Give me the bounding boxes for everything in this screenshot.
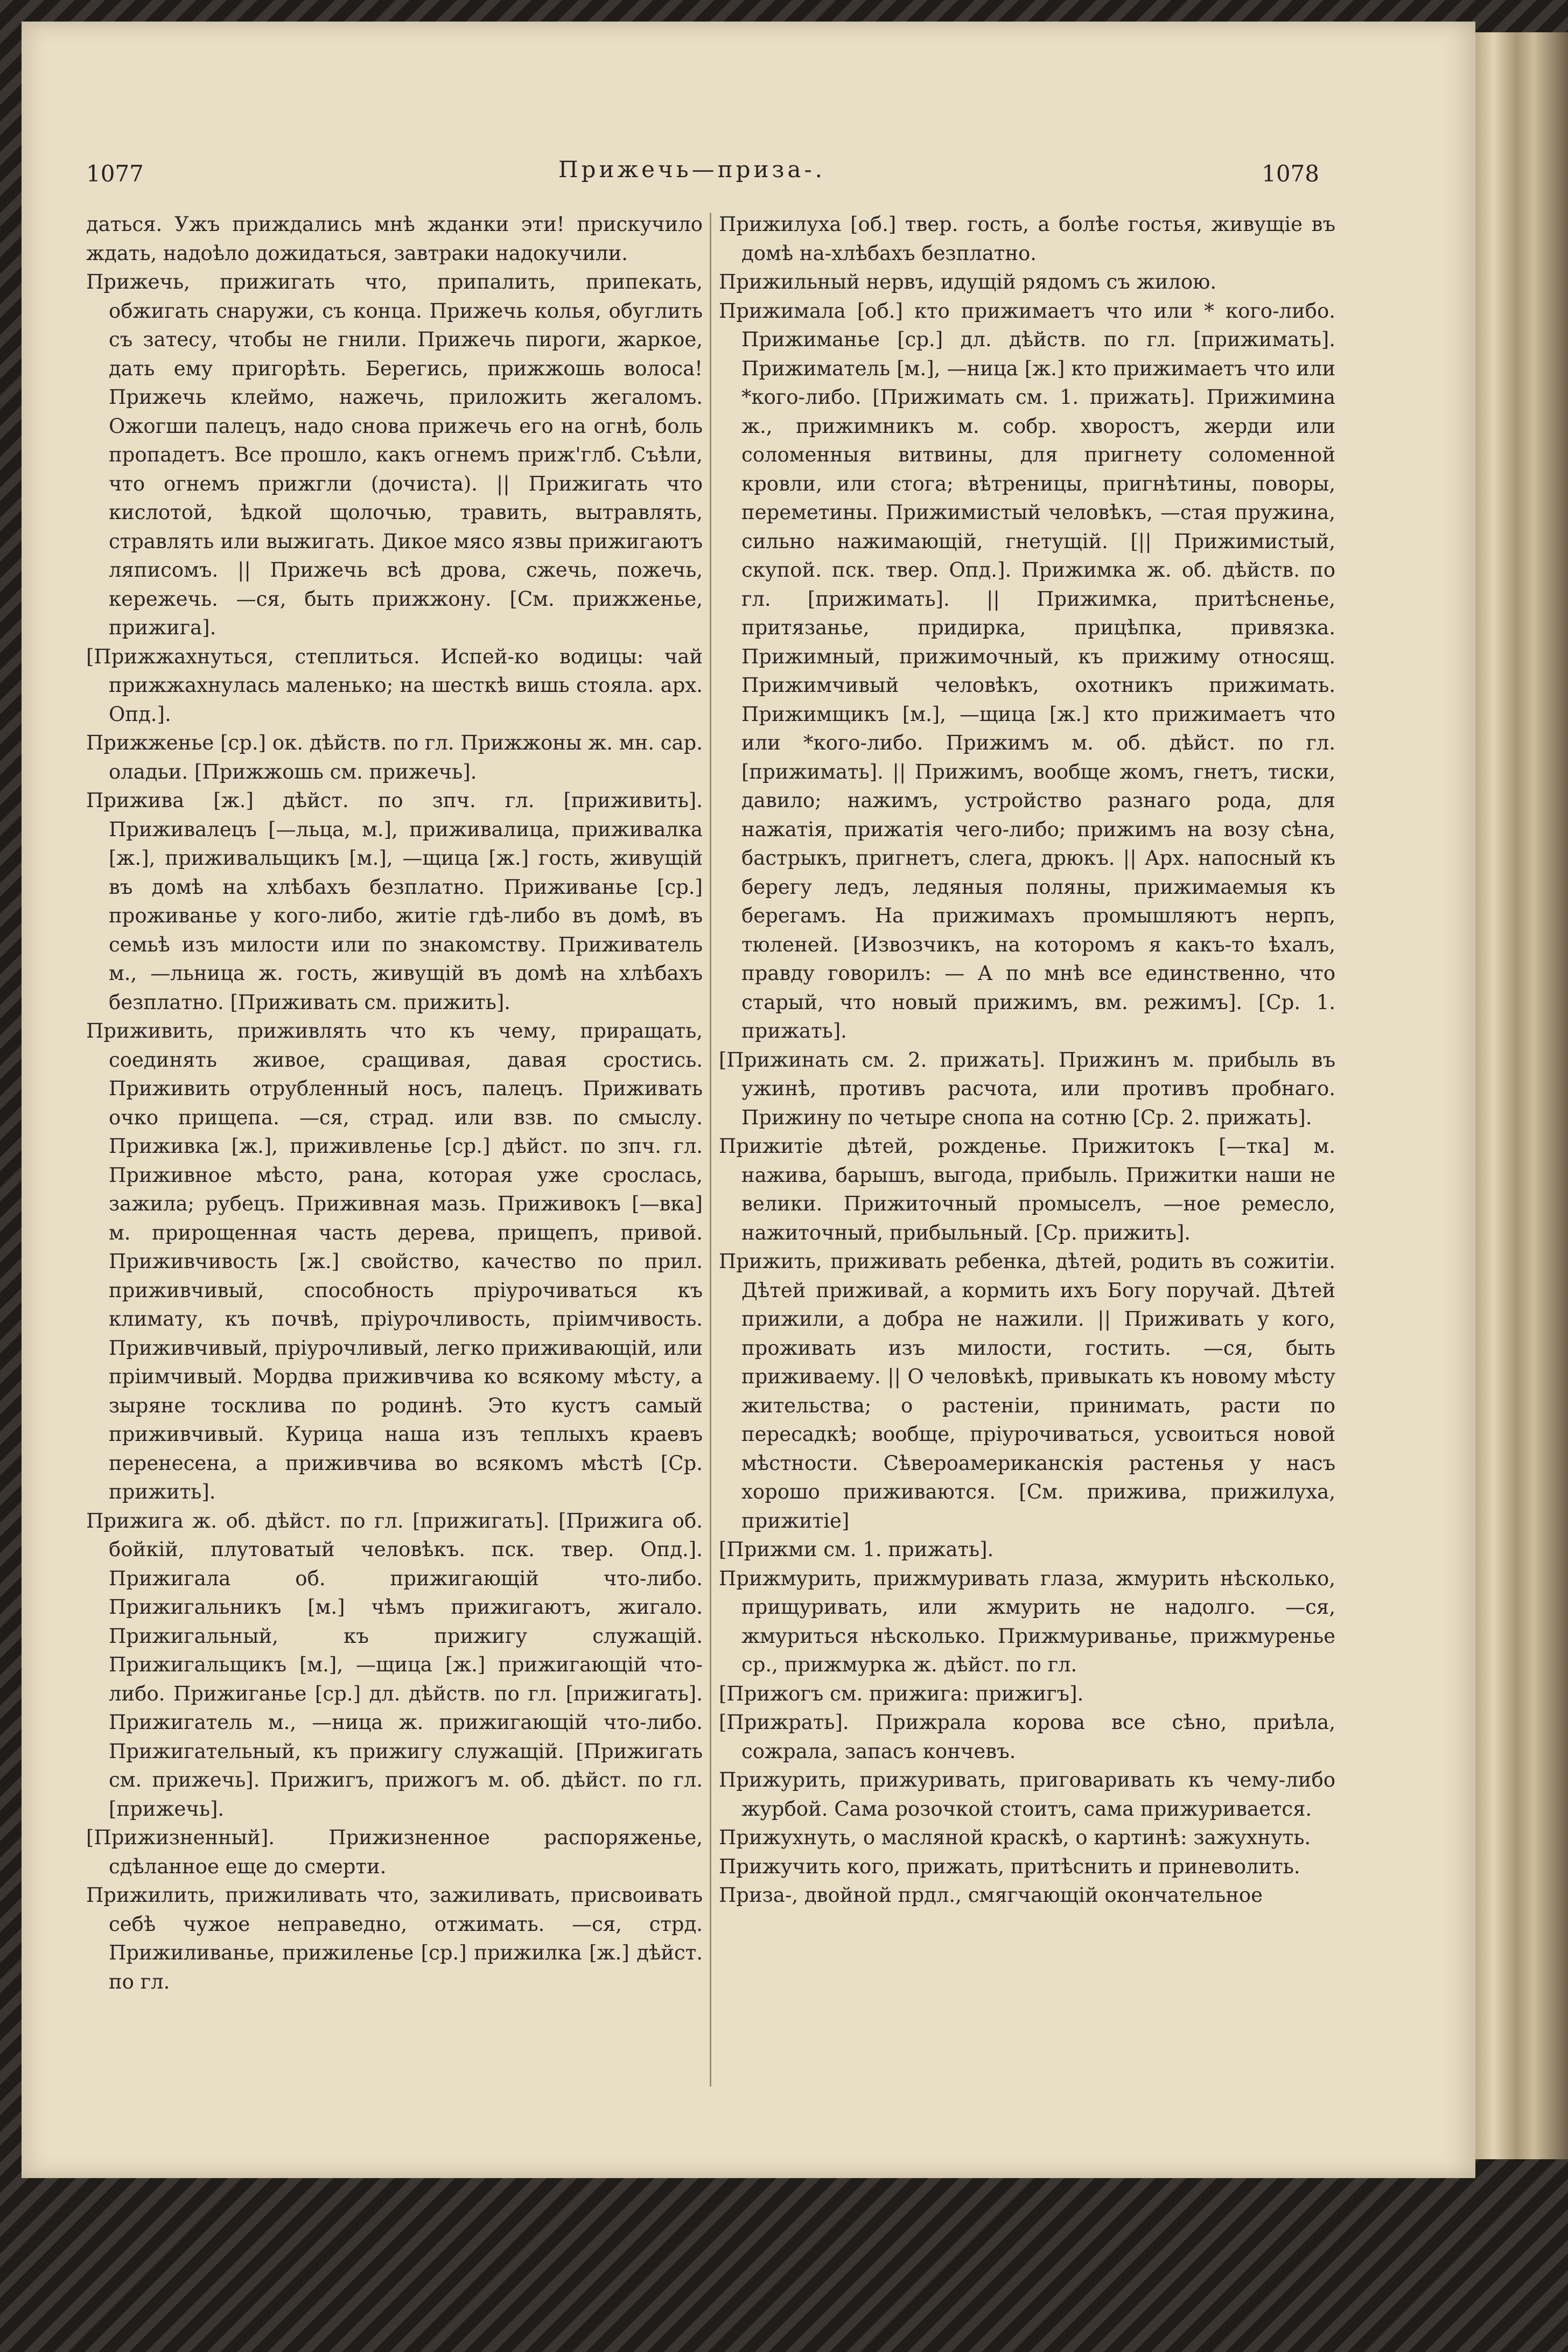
dictionary-entry: Прижучить кого, прижать, притѣснить и приневолить. xyxy=(719,1854,1300,1878)
dictionary-entry: Приживить, приживлять что къ чему, приращать, соединять живое, сращивая, давая сростись. Приживить отрубленный носъ, палецъ. Приживать очко прищепа. —ся, страд. или взв. по смыслу. Приживка [ж.], приживленье [ср.] дѣйст. по зпч. гл. Приживное мѣсто, рана, которая уже срослась, зажила; рубецъ. Приживная мазь. Приживокъ [—вка] м. прирощенная часть дерева, прищепъ, привой. Приживчивость [ж.] свойство, качество по прил. приживчивый, способность пріурочиваться къ климату, къ почвѣ, пріурочливость, пріимчивость. Приживчивый, пріурочливый, легко приживающій, или пріимчивый. Мордва приживчива ко всякому мѣсту, а зыряне тосклива по родинѣ. Это кустъ самый приживчивый. Курица наша изъ теплыхъ краевъ перенесена, а приживчива во всякомъ мѣстѣ [Ср. прижить]. xyxy=(86,1019,703,1503)
dictionary-entry: Прижить, приживать ребенка, дѣтей, родить въ сожитіи. Дѣтей приживай, а кормить ихъ Богу поручай. Дѣтей прижили, а добра не нажили. || Приживать у кого, проживать изъ милости, гостить. —ся, быть приживаему. || О человѣкѣ, привыкать къ новому мѣсту жительства; о растеніи, принимать, расти по пересадкѣ; вообще, пріурочиваться, усвоиться новой мѣстности. Сѣвероамериканскія растенья у насъ хорошо приживаются. [См. прижива, прижилуха, прижитіе] xyxy=(719,1250,1335,1532)
dictionary-entry: Прижурить, прижуривать, приговаривать къ чему-либо журбой. Сама розочкой стоитъ, сама прижуривается. xyxy=(719,1768,1335,1821)
dictionary-entry: [Прижизненный]. Прижизненное распоряженье, сдѣланное еще до смерти. xyxy=(86,1826,703,1878)
dictionary-entry: Прижмурить, прижмуривать глаза, жмурить нѣсколько, прищуривать, или жмурить не надолго. —ся, жмуриться нѣсколько. Прижмуриванье, прижмуренье ср., прижмурка ж. дѣйст. по гл. xyxy=(719,1566,1335,1676)
dictionary-entry: Прижига ж. об. дѣйст. по гл. [прижигать]. [Прижига об. бойкій, плутоватый человѣкъ. пск. твер. Опд.]. Прижигала об. прижигающій что-либо. Прижигальникъ [м.] чѣмъ прижигаютъ, жигало. Прижигальный, къ прижигу служащій. Прижигальщикъ [м.], —щица [ж.] прижигающій что-либо. Прижиганье [ср.] дл. дѣйств. по гл. [прижигать]. Прижигатель м., —ница ж. прижигающій что-либо. Прижигательный, къ прижигу служащій. [Прижигать см. прижечь]. Прижигъ, прижогъ м. об. дѣйст. по гл. [прижечь]. xyxy=(86,1509,703,1821)
dictionary-entry: [Прижрать]. Прижрала корова все сѣно, приѣла, сожрала, запасъ кончевъ. xyxy=(719,1711,1335,1763)
page-header xyxy=(65,135,1319,188)
column-divider xyxy=(710,213,711,2087)
dictionary-entry: Прижива [ж.] дѣйст. по зпч. гл. [приживить]. Приживалецъ [—льца, м.], приживалица, приживалка [ж.], приживальщикъ [м.], —щица [ж.] гость, живущій въ домѣ на хлѣбахъ безплатно. Приживанье [ср.] проживанье у кого-либо, житіе гдѣ-либо въ домѣ, въ семьѣ изъ милости или по знакомству. Приживатель м., —льница ж. гость, живущій въ домѣ на хлѣбахъ безплатно. [Приживать см. прижить]. xyxy=(86,789,703,1014)
left-column xyxy=(86,210,703,1996)
running-head: Прижечь—приза-. xyxy=(558,156,825,183)
dictionary-entry: [Прижми см. 1. прижать]. xyxy=(719,1538,994,1561)
dictionary-entry: даться. Ужъ приждались мнѣ жданки эти! прискучило ждать, надоѣло дожидаться, завтраки надокучили. xyxy=(86,213,703,265)
dictionary-entry: Прижечь, прижигать что, припалить, припекать, обжигать снаружи, съ конца. Прижечь колья, обуглить съ затесу, чтобы не гнили. Прижечь пироги, жаркое, дать ему пригорѣть. Берегись, прижжошь волоса! Прижечь клеймо, нажечь, приложить жегаломъ. Ожогши палецъ, надо снова прижечь его на огнѣ, боль пропадетъ. Все прошло, какъ огнемъ приж'глб. Съѣли, что огнемъ прижгли (дочиста). || Прижигать что кислотой, ѣдкой щолочью, травить, вытравлять, стравлять или выжигать. Дикое мясо язвы прижигаютъ ляписомъ. || Прижечь всѣ дрова, сжечь, пожечь, кережечь. —ся, быть прижжону. [См. прижженье, прижига]. xyxy=(86,270,703,639)
dictionary-entry: Прижилуха [об.] твер. гость, а болѣе гостья, живущіе въ домѣ на-хлѣбахъ безплатно. xyxy=(719,213,1335,265)
dictionary-entry: Приза-, двойной прдл., смягчающій окончательное xyxy=(719,1884,1263,1907)
dictionary-entry: Прижитіе дѣтей, рожденье. Прижитокъ [—тка] м. нажива, барышъ, выгода, прибыль. Прижитки наши не велики. Прижиточный промыселъ, —ное ремесло, нажиточный, прибыльный. [Ср. прижить]. xyxy=(719,1135,1335,1244)
dictionary-entry: Прижилить, прижиливать что, зажиливать, присвоивать себѣ чужое неправедно, отжимать. —ся, стрд. Прижиливанье, прижиленье [ср.] прижилка [ж.] дѣйст. по гл. xyxy=(86,1884,703,1993)
dictionary-entry: Прижимала [об.] кто прижимаетъ что или * кого-либо. Прижиманье [ср.] дл. дѣйств. по гл. [прижимать]. Прижиматель [м.], —ница [ж.] кто прижимаетъ что или *кого-либо. [Прижимать см. 1. прижать]. Прижимина ж., прижимникъ м. собр. хворостъ, жерди или соломенныя витвины, для пригнету соломенной кровли, или стога; вѣтреницы, пригнѣтины, поворы, переметины. Прижимистый человѣкъ, —стая пружина, сильно нажимающій, гнетущій. [|| Прижимистый, скупой. пск. твер. Опд.]. Прижимка ж. об. дѣйств. по гл. [прижимать]. || Прижимка, притѣсненье, притязанье, придирка, прицѣпка, привязка. Прижимный, прижимочный, къ прижиму относящ. Прижимчивый человѣкъ, охотникъ прижимать. Прижимщикъ [м.], —щица [ж.] кто прижимаетъ что или *кого-либо. Прижимъ м. об. дѣйст. по гл. [прижимать]. || Прижимъ, вообще жомъ, гнетъ, тиски, давило; нажимъ, устройство разнаго рода, для нажатія, прижатія чего-либо; прижимъ на возу сѣна, бастрыкъ, пригнетъ, слега, дрюкъ. || Арх. напосный къ берегу ледъ, ледяныя поляны, прижимаемыя къ берегамъ. На прижимахъ промышляютъ нерпъ, тюленей. [Извозчикъ, на которомъ я какъ-то ѣхалъ, правду говорилъ: — А по мнѣ все единственно, что старый, что новый прижимъ, вм. режимъ]. [Ср. 1. прижать]. xyxy=(719,299,1335,1042)
dictionary-entry: Прижженье [ср.] ок. дѣйств. по гл. Прижжоны ж. мн. сар. оладьи. [Прижжошь см. прижечь]. xyxy=(86,731,703,783)
dictionary-entry: [Прижинать см. 2. прижать]. Прижинъ м. прибыль въ ужинѣ, противъ расчота, или противъ пробнаго. Прижину по четыре снопа на сотню [Ср. 2. прижать]. xyxy=(719,1048,1335,1129)
right-column xyxy=(719,210,1335,1910)
left-page-number: 1077 xyxy=(86,160,144,187)
dictionary-entry: [Прижжахнуться, степлиться. Испей-ко водицы: чай прижжахнулась маленько; на шесткѣ вишь стояла. арх. Опд.]. xyxy=(86,645,703,726)
dictionary-entry: Прижухнуть, о масляной краскѣ, о картинѣ: зажухнуть. xyxy=(719,1826,1311,1849)
dictionary-entry: Прижильный нервъ, идущій рядомъ съ жилою. xyxy=(719,270,1217,293)
dictionary-entry: [Прижогъ см. прижига: прижигъ]. xyxy=(719,1682,1084,1705)
right-page-number: 1078 xyxy=(1262,160,1319,187)
